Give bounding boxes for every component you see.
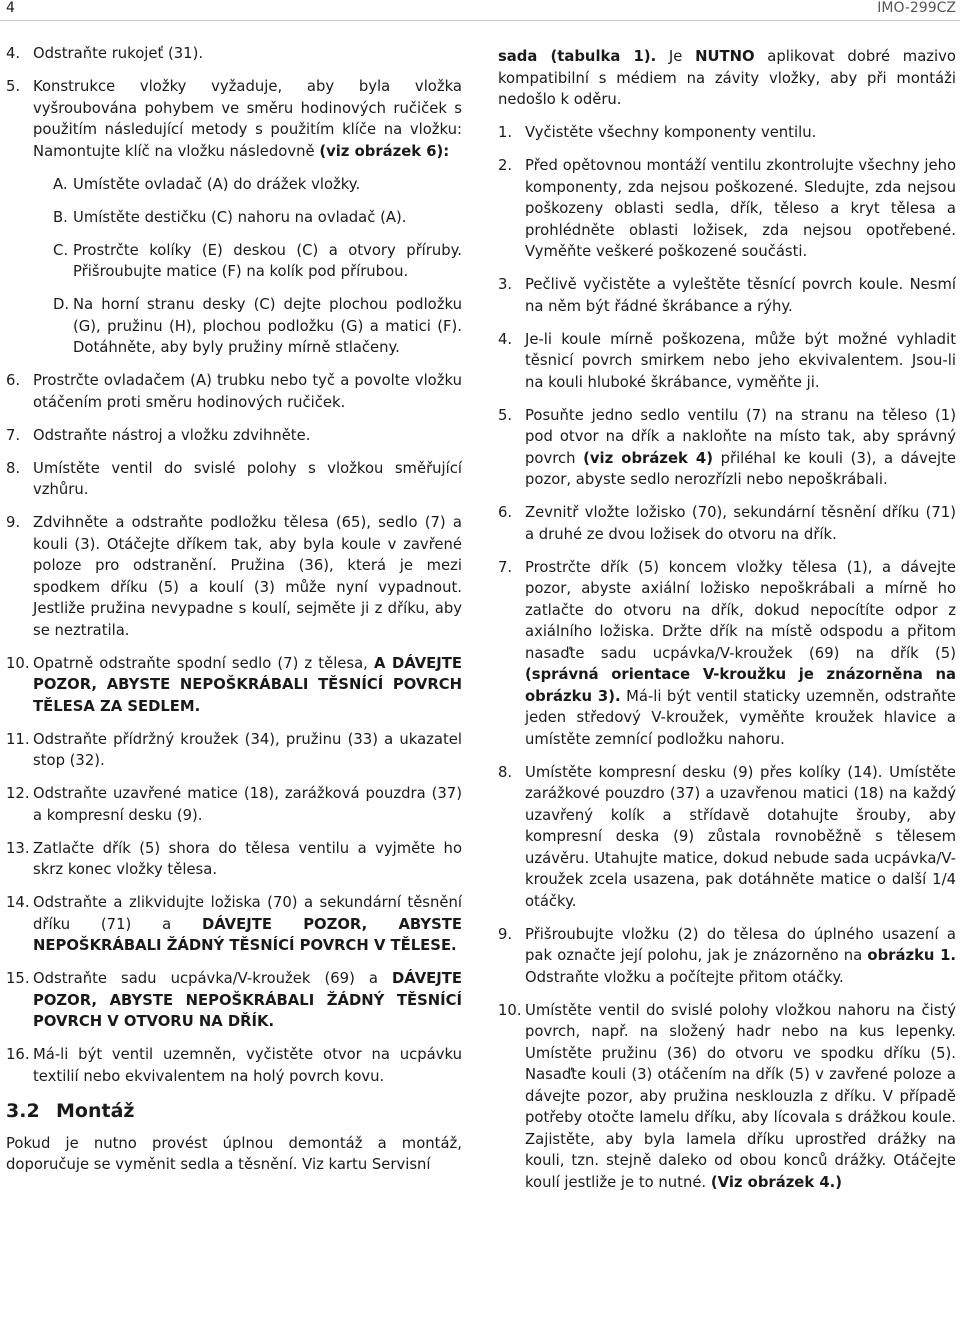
continued-paragraph: sada (tabulka 1). Je NUTNO aplikovat dobré mazivo kompatibilní s médiem na závity vložky, aby při montáži nedošlo k oděru. — [498, 48, 956, 108]
left-column — [6, 43, 462, 1176]
assembly-step-9: 9. Přišroubujte vložku (2) do tělesa do úplného usazení a pak označte její polohu, jak je znázorněno na obrázku 1. Odstraňte vložku a počítejte přitom otáčky. — [498, 925, 956, 986]
step-13: 13. Zatlačte dřík (5) shora do tělesa ventilu a vyjměte ho skrz konec vložky tělesa. — [6, 839, 462, 878]
assembly-step-6: 6. Zevnitř vložte ložisko (70), sekundární těsnění dříku (71) a druhé ze dvou ložisek do otvoru na dřík. — [498, 504, 956, 543]
assembly-step-7: 7. Prostrčte dřík (5) koncem vložky tělesa (1), a dávejte pozor, abyste axiální ložisko nepoškrábali a mírně ho zatlačte do otvoru na dřík, dokud nepocítíte odpor z axiálního ložiska. Držte dřík na místě odspodu a přitom nasaďte sadu ucpávka/V-kroužek (69) na dřík (5) (správná orientace V-kroužku je znázorněna na obrázku 3). Má-li být ventil staticky uzemněn, odstraňte jeden středový V-kroužek, vyměňte kroužek hlavice a umístěte zemnící podložku nahoru. — [498, 558, 956, 748]
step-8: 8. Umístěte ventil do svislé polohy s vložkou směřující vzhůru. — [6, 459, 462, 498]
assembly-step-4: 4. Je-li koule mírně poškozena, může být možné vyhladit těsnicí povrch smirkem nebo jeho ekvivalentem. Jsou-li na kouli hluboké škrábance, vyměňte ji. — [498, 330, 956, 391]
substep-a: A. Umístěte ovladač (A) do drážek vložky. — [53, 175, 361, 193]
substep-b: B. Umístěte destičku (C) nahoru na ovladač (A). — [53, 208, 407, 226]
step-12: 12. Odstraňte uzavřené matice (18), zarážková pouzdra (37) a kompresní desku (9). — [6, 785, 462, 824]
step-15: 15. Odstraňte sadu ucpávka/V-kroužek (69) a DÁVEJTE POZOR, ABYSTE NEPOŠKRÁBALI ŽÁDNÝ TĚSNÍCÍ POVRCH V OTVORU NA DŘÍK. — [6, 970, 462, 1030]
substep-d: D. Na horní stranu desky (C) dejte plochou podložku (G), pružinu (H), plochou podložku (G) a matici (F). Dotáhněte, aby byly pružiny mírně stlačeny. — [53, 296, 462, 356]
step-11: 11. Odstraňte přídržný kroužek (34), pružinu (33) a ukazatel stop (32). — [6, 730, 462, 769]
step-6: 6. Prostrčte ovladačem (A) trubku nebo tyč a povolte vložku otáčením proti směru hodinových ručiček. — [6, 372, 462, 411]
section-heading: 3.2 Montáž — [6, 1100, 135, 1122]
step-text: Odstraňte rukojeť (31). — [33, 45, 204, 62]
step-5 — [6, 76, 462, 162]
step-4 — [6, 43, 462, 65]
step-7: 7. Odstraňte nástroj a vložku zdvihněte. — [6, 426, 311, 444]
step-16: 16. Má-li být ventil uzemněn, vyčistěte otvor na ucpávku textilií nebo ekvivalentem na holý povrch kovu. — [6, 1046, 462, 1085]
substep-c: C. Prostrčte kolíky (E) deskou (C) a otvory příruby. Přišroubujte matice (F) na kolík pod přírubou. — [53, 241, 462, 280]
assembly-step-2: 2. Před opětovnou montáží ventilu zkontrolujte všechny jeho komponenty, zda nejsou poškozené. Sledujte, zda nejsou poškozeny oblasti sedla, dřík, těleso a kryt tělesa a prohlédněte oblasti ložisek, zda nejsou opotřebené. Vyměňte veškeré poškozené součásti. — [498, 157, 956, 260]
assembly-step-8: 8. Umístěte kompresní desku (9) přes kolíky (14). Umístěte zarážkové pouzdro (37) a uzavřenou matici (18) na každý uzavřený kolík a střídavě dotahujte šrouby, aby kompresní deska (9) zůstala rovnoběžně s tělesem uzávěru. Utahujte matice, dokud nebude sada ucpávka/V-kroužek zcela usazena, pak dotáhněte matice o další 1/4 otáčky. — [498, 763, 956, 910]
assembly-step-1: 1. Vyčistěte všechny komponenty ventilu. — [498, 124, 817, 141]
step-number: 5. — [6, 78, 21, 95]
document-code: IMO-299CZ — [877, 0, 956, 16]
step-number: 4. — [6, 45, 21, 62]
step-10: 10. Opatrně odstraňte spodní sedlo (7) z tělesa, A DÁVEJTE POZOR, ABYSTE NEPOŠKRÁBALI TĚSNÍCÍ POVRCH TĚLESA ZA SEDLEM. — [6, 654, 462, 715]
assembly-step-3: 3. Pečlivě vyčistěte a vyleštěte těsnící povrch koule. Nesmí na něm být řádné škrábance a rýhy. — [498, 276, 956, 315]
page-number: 4 — [6, 0, 15, 16]
section-intro: Pokud je nutno provést úplnou demontáž a montáž, doporučuje se vyměnit sedla a těsnění. Viz kartu Servisní — [6, 1134, 462, 1173]
assembly-step-5: 5. Posuňte jedno sedlo ventilu (7) na stranu na těleso (1) pod otvor na dřík a nakloňte na místo tak, aby správný povrch (viz obrázek 4) přiléhal ke kouli (3), a dávejte pozor, abyste sedlo nerozřízli nebo nepoškrábali. — [498, 406, 956, 488]
step-14: 14. Odstraňte a zlikvidujte ložiska (70) a sekundární těsnění dříku (71) a DÁVEJTE POZOR, ABYSTE NEPOŠKRÁBALI ŽÁDNÝ TĚSNÍCÍ POVRCH V TĚLESE. — [6, 894, 462, 954]
step-text: Konstrukce vložky vyžaduje, aby byla vložka vyšroubována pohybem ve směru hodinových ručiček s použitím následující metody s použitím klíče na vložku: Namontujte klíč na vložku následovně (viz obrázek 6): — [33, 78, 462, 160]
assembly-step-10: 10. Umístěte ventil do svislé polohy vložkou nahoru na čistý povrch, např. na složený hadr nebo na kus lepenky. Umístěte pružinu (36) do otvoru ve spodku dříku (5). Nasaďte kouli (3) otáčením na dřík (5) v zavřené poloze a dávejte pozor, aby pružina nesklouzla z dříku. V případě potřeby otočte lamelu dříku, aby lícovala s drážkou koule. Zajistěte, aby byla lamela dříku uprostřed drážky na kouli, tzn. stejně daleko od obou konců drážky. Otáčejte koulí jestliže je to nutné. (Viz obrázek 4.) — [498, 1001, 956, 1191]
step-9: 9. Zdvihněte a odstraňte podložku tělesa (65), sedlo (7) a kouli (3). Otáčejte dříkem tak, aby byla koule v zavřené poloze pro odstranění. Pružina (36), která je mezi spodkem dříku (5) a koulí (3) může nyní vypadnout. Jestliže pružina nevypadne s koulí, sejměte ji z dříku, aby se neztratila. — [6, 514, 462, 639]
header-rule — [0, 20, 960, 21]
right-column — [498, 46, 956, 1205]
